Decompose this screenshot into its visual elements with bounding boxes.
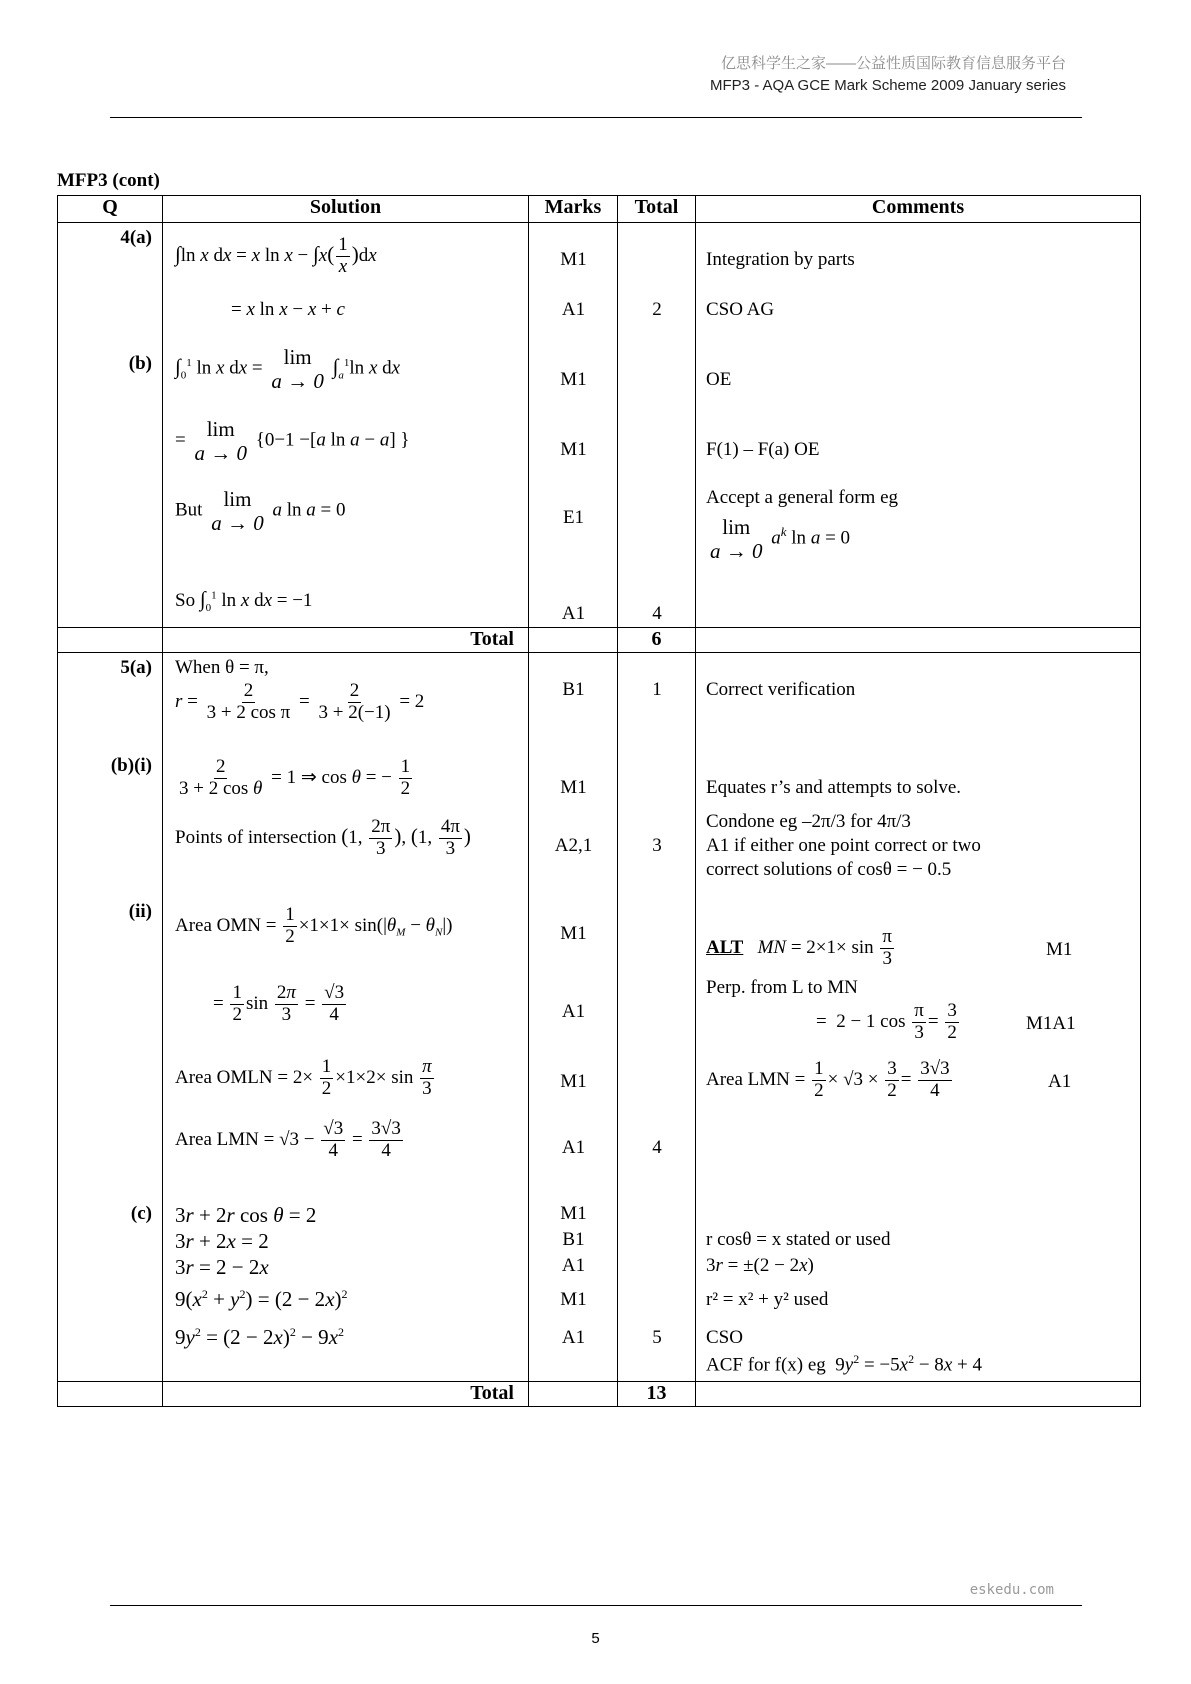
footer-rule [110, 1605, 1082, 1606]
comment-perp: Perp. from L to MN [706, 977, 858, 998]
col-header-marks: Marks [529, 196, 618, 223]
q5-comments [696, 653, 1141, 1382]
comment: Integration by parts [706, 249, 855, 270]
section-title: MFP3 (cont) [57, 170, 160, 191]
q4-marks [529, 223, 618, 628]
lim-text: lim [206, 417, 235, 441]
q4-totals [618, 223, 696, 628]
col-header-comments: Comments [696, 196, 1141, 223]
mark: A1 [561, 1001, 586, 1022]
area-omn-label: Area OMN = [175, 914, 277, 936]
mark: M1 [560, 1203, 587, 1224]
q5c-label: (c) [130, 1203, 152, 1224]
q5-labels [58, 653, 163, 1382]
q5-area-lmn: Area LMN = √3 − $\frac{√3}{4}$ = $\frac{3√3}{4}$ [175, 1118, 401, 1161]
footer-site: eskedu.com [969, 1582, 1054, 1598]
q4-comments [696, 223, 1141, 628]
comment: Equates r’s and attempts to solve. [706, 777, 962, 798]
mark: A1 [561, 299, 586, 320]
q5-total-label: Total [163, 1382, 529, 1407]
q4-eq-so: So $\int_0^1$ ln x dx = −1 [175, 587, 313, 614]
mark: M1 [560, 777, 587, 798]
q5-total-value: 13 [618, 1382, 696, 1407]
q4b-label: (b) [128, 353, 152, 374]
comment: CSO [706, 1327, 743, 1348]
q4-labels [58, 223, 163, 628]
perp-mark: M1A1 [1026, 1013, 1076, 1034]
area-omln-label: Area OMLN = [175, 1066, 289, 1088]
comment: Correct verification [706, 679, 856, 700]
q4-total-row [58, 628, 1141, 653]
lim-text: lim [722, 515, 751, 539]
mark: M1 [560, 1071, 587, 1092]
q5c-step2: 3r + 2x = 2 [175, 1229, 269, 1253]
comment-3r: 3r = ±(2 − 2x) [706, 1255, 814, 1276]
q4-eq-evaluate: = lim a → 0 {0−1 −[a ln a − a] } [175, 417, 410, 466]
points-label: Points of intersection [175, 826, 337, 848]
q4-eq-limit: $\int_0^1$ ln x dx = lim a → 0 $\int_a^1\ln$ x dx [175, 345, 401, 394]
q5bi-label: (b)(i) [110, 755, 152, 776]
part-total: 2 [652, 299, 662, 320]
alt-label: ALT [706, 936, 744, 958]
comment: Accept a general form eg [706, 487, 899, 508]
comment-limit-formula: lim a → 0 $a^k$ ln a = 0 [710, 515, 851, 564]
q4a-label: 4(a) [120, 227, 152, 248]
q5-solution [163, 653, 529, 1382]
q5-when: When θ = π, [175, 657, 269, 678]
q5-area-omn: Area OMN = $\frac{1}{2}$ $\times 1\times 1\times \sin(|\theta_M - \theta_N|)$ [175, 904, 453, 947]
lmn-mark: A1 [1048, 1071, 1072, 1092]
alt-mark: M1 [1046, 939, 1073, 960]
q4-total-label: Total [163, 628, 529, 653]
comment-alt: ALT MN = 2×1× sin $\frac{\pi}{3}$ [706, 926, 892, 969]
q5-area-value: = $\frac{1}{2}$ sin $\frac{2\pi}{3}$ = $\frac{√3}{4}$ [213, 982, 345, 1025]
q5-points: Points of intersection (1, $\frac{2\pi}{3}$ ), (1, $\frac{4\pi}{3}$ ) [175, 816, 471, 859]
mark: B1 [562, 1229, 585, 1250]
area-lmn-label: Area LMN = [706, 1068, 806, 1090]
q4-eq-result: = x ln x − x + c [231, 299, 345, 320]
q5-totals [618, 653, 696, 1382]
page-number: 5 [591, 1630, 600, 1647]
q5-area-omln: Area OMLN = 2× $\frac{1}{2}$ ×1×2× sin $\frac{\pi}{3}$ [175, 1056, 432, 1099]
q5c-step3: 3r = 2 − 2x [175, 1255, 269, 1279]
mark: M1 [560, 369, 587, 390]
comment: F(1) – F(a) OE [706, 439, 820, 460]
comment: OE [706, 369, 732, 390]
mark: A1 [561, 1327, 586, 1348]
mark: A1 [561, 1137, 586, 1158]
question-5-row [58, 653, 1141, 1382]
q5a-label: 5(a) [120, 657, 152, 678]
mark: M1 [560, 439, 587, 460]
mark: M1 [560, 249, 587, 270]
lim-arrow: a → 0 [194, 441, 247, 466]
q5c-step1: 3r + 2r cos θ = 2 [175, 1203, 317, 1227]
q5c-step5: $9y^2 = (2 - 2x)^2 - 9x^2$ [175, 1325, 345, 1349]
mark-scheme-table [57, 195, 1141, 1407]
comment: CSO AG [706, 299, 775, 320]
mark: E1 [562, 507, 585, 528]
question-4-row [58, 223, 1141, 628]
lim-arrow: a → 0 [211, 511, 264, 536]
comment-lmn: Area LMN = $\frac{1}{2}$ × √3 × $\frac{3}{2}$ = $\frac{3√3}{4}$ [706, 1058, 950, 1101]
but-word: But [175, 499, 203, 521]
lim-text: lim [223, 487, 252, 511]
area-lmn-label: Area LMN = [175, 1128, 275, 1150]
q4-solution [163, 223, 529, 628]
part-total: 5 [652, 1327, 662, 1348]
part-total: 4 [652, 1137, 662, 1158]
col-header-solution: Solution [163, 196, 529, 223]
q5-eq-cos: $\frac{2}{\text{3 + 2 cos θ}}$ = 1 ⇒ cos θ = − $\frac{1}{2}$ [179, 756, 411, 799]
lim-text: lim [283, 345, 312, 369]
mark: A2,1 [554, 835, 593, 856]
q4-eq-parts: ∫ln x dx = x ln x − ∫x( $\frac{1}{x}$ )dx [175, 234, 377, 277]
so-word: So [175, 590, 196, 611]
header-site-title: 亿思科学生之家——公益性质国际教育信息服务平台 [720, 55, 1066, 72]
header-document-title: MFP3 - AQA GCE Mark Scheme 2009 January series [710, 77, 1066, 94]
mark: B1 [562, 679, 585, 700]
comment: r² = x² + y² used [706, 1289, 829, 1310]
lim-arrow: a → 0 [710, 539, 763, 564]
mark: M1 [560, 1289, 587, 1310]
comment-acf: ACF for f(x) eg $9y^2 = -5x^2 - 8x + 4$ [706, 1352, 982, 1376]
q5ii-label: (ii) [128, 901, 152, 922]
comment: Condone eg –2π/3 for 4π/3 [706, 811, 911, 832]
part-total: 3 [652, 835, 662, 856]
q5-total-row [58, 1382, 1141, 1407]
table-header-row [58, 196, 1141, 223]
part-total: 4 [652, 603, 662, 624]
col-header-q: Q [58, 196, 163, 223]
comment: r cosθ = x stated or used [706, 1229, 891, 1250]
mark: A1 [561, 1255, 586, 1276]
q4-total-value: 6 [618, 628, 696, 653]
acf-label: ACF for f(x) eg [706, 1354, 826, 1376]
comment: correct solutions of cosθ = − 0.5 [706, 859, 952, 880]
q5-marks [529, 653, 618, 1382]
q4-eq-but: But lim a → 0 a ln a = 0 [175, 487, 346, 536]
part-total: 1 [652, 679, 662, 700]
header-rule [110, 117, 1082, 118]
mark: M1 [560, 923, 587, 944]
q5-eq-r: r = $\frac{2}{\text{3 + 2 cos π}}$ = $\frac{2}{3 + 2(-1)}$ = 2 [175, 680, 425, 723]
comment: A1 if either one point correct or two [706, 835, 981, 856]
comment-perp-eq: = 2 − 1 cos $\frac{\pi}{3}$ = $\frac{3}{2}$ [816, 1000, 957, 1043]
mark: A1 [561, 603, 586, 624]
col-header-total: Total [618, 196, 696, 223]
lim-arrow: a → 0 [271, 369, 324, 394]
q5c-step4: $9(x^2 + y^2) = (2 - 2x)^2$ [175, 1287, 348, 1311]
